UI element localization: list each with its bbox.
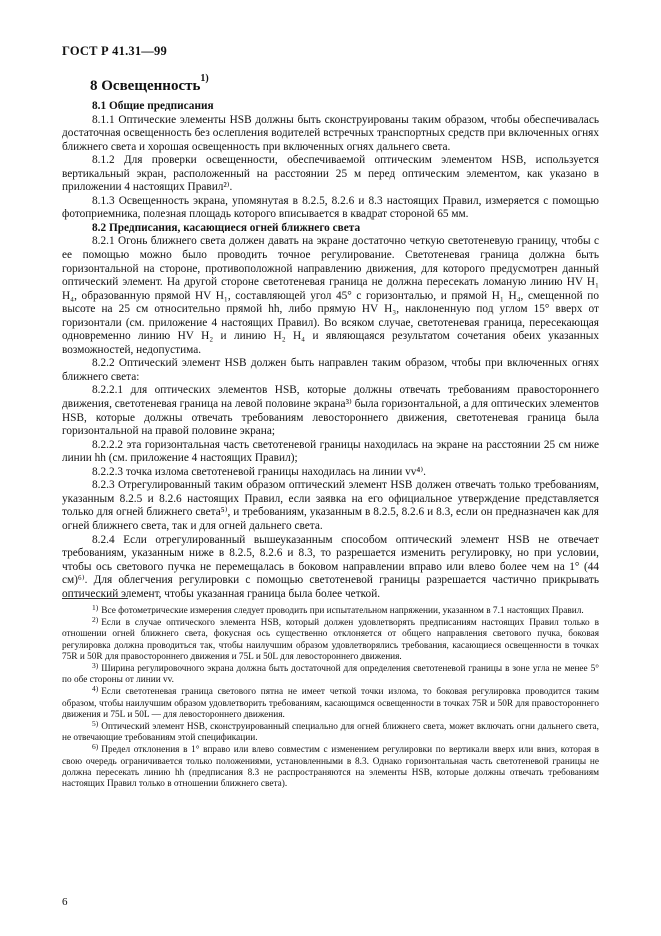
paragraph: 8.2.2.1 для оптических элементов HSB, которые должны отвечать требованиям правостороннего движения, светотеневая граница на левой половине экрана³⁾ была горизонтальной, а для оптических элементов HSB, которые должны отвечать требованиям левостороннего движения, светотеневая граница была горизонтальной на правой половине экрана; <box>62 384 599 438</box>
footnotes <box>62 605 599 790</box>
footnote-text: Если светотеневая граница светового пятна не имеет четкой точки излома, то боковая регулировка проводится таким образом, чтобы наилучшим образом удовлетворить требованиям, касающимся освещенности в точках 75R и 50R для правостороннего движения и 75L и 50L — для левостороннего движения. <box>62 687 599 720</box>
footnote-text: Ширина регулировочного экрана должна быть достаточной для определения светотеневой границы в зоне угла не менее 5° по обе стороны от линии vv. <box>62 664 599 686</box>
footnote-mark: 6) <box>92 742 99 752</box>
footnote-text: Все фотометрические измерения следует проводить при испытательном напряжении, указанном в 7.1 настоящих Правил. <box>101 606 584 616</box>
paragraph: 8.2.2.3 точка излома светотеневой границы находилась на линии vv⁴⁾. <box>92 465 426 478</box>
footnote-mark: 4) <box>92 684 99 694</box>
footnote <box>62 617 599 663</box>
paragraph: 8.1.2 Для проверки освещенности, обеспечиваемой оптическим элементом HSB, используется вертикальный экран, расположенный на расстоянии 25 м перед оптическим элементом, как указано в приложении 4 настоящих Правил²⁾. <box>62 154 599 194</box>
subsection-heading: 8.1 Общие предписания <box>92 100 214 112</box>
paragraph: 8.2.2.2 эта горизонтальная часть светотеневой границы находилась на экране на расстоянии 25 см ниже линии hh (см. приложение 4 настоящих Правил); <box>62 438 599 465</box>
body-text <box>62 100 599 601</box>
footnote <box>62 663 599 686</box>
paragraph: 8.2.4 Если отрегулированный вышеуказанным способом оптический элемент HSB не отвечает требованиям, указанным ниже в 8.2.5, 8.2.6 и 8.3, то разрешается изменить регулировку, но при условии, чтобы ось светового пучка не перемещалась в боковом направлении вправо или влево более чем на 1° (44 см)⁶⁾. Для облегчения регулировки с помощью светотеневой границы разрешается частично прикрывать оптический элемент, чтобы указанная граница была более четкой. <box>62 533 599 600</box>
paragraph: 8.1.1 Оптические элементы HSB должны быть сконструированы таким образом, чтобы обеспечивалась достаточная освещенность без ослепления водителей встречных транспортных средств при включенных огнях ближнего света и хорошая освещенность при включенных огнях дальнего света. <box>62 113 599 153</box>
subsection-heading: 8.2 Предписания, касающиеся огней ближнего света <box>92 221 361 234</box>
paragraph: 8.2.1 Огонь ближнего света должен давать на экране достаточно четкую светотеневую границу, чтобы с ее помощью можно было проводить точное регулирование. Светотеневая граница должна быть горизонтальной на стороне, противоположной направлению движения, для которого предусмотрен данный оптический элемент. На другой стороне светотеневая граница не должна пересекать ломаную линию HV H₁ H₄, образованную прямой HV H₁, составляющей угол 45° с горизонталью, и прямой H₁ H₄, смещенной по высоте на 25 см относительно прямой hh, либо прямую HV H₃, наклоненную под углом 15° вверх от горизонтали (см. приложение 4 настоящих Правил). Во всяком случае, светотеневая граница, пересекающая одновременно линию HV H₂ и линию H₂ H₄ и являющаяся результатом сочетания обеих указанных возможностей, недопустима. <box>62 235 599 356</box>
footnote-mark: 1) <box>92 603 99 612</box>
footnote-mark: 5) <box>92 719 99 729</box>
footnote-mark: 2) <box>92 615 99 625</box>
footnote-divider <box>62 598 128 599</box>
section-title <box>90 73 209 95</box>
footnote <box>62 721 599 744</box>
footnote-text: Предел отклонения в 1° вправо или влево совместим с изменением регулировки по вертикали вверх или вниз, которая в свою очередь ограничивается только положениями, установленными в 8.3. Однако горизонтальная часть светотеневой границы не должна пересекать линию hh (предписания 8.3 не распространяются на элементы HSB, которые должны отвечать требованиям настоящих Правил только в отношении ближнего света). <box>62 745 599 790</box>
paragraph: 8.2.3 Отрегулированный таким образом оптический элемент HSB должен отвечать только требованиям, указанным 8.2.5 и 8.2.6 настоящих Правил, если заявка на его официальное утверждение представляется только для огней ближнего света⁵⁾, и требованиям, указанным в 8.2.5, 8.2.6 и 8.3, если он предназначен как для огней ближнего света, так и для огней дальнего света. <box>62 479 599 532</box>
page-number: 6 <box>62 896 68 908</box>
paragraph: 8.2.2 Оптический элемент HSB должен быть направлен таким образом, чтобы при включенных огнях ближнего света: <box>62 357 599 383</box>
footnote-text: Если в случае оптического элемента HSB, который должен удовлетворять предписаниям настоящих Правил только в отношении огней ближнего света, фокусная ось существенно отклоняется от общего направления светового пучка, боковая регулировка должна проводиться так, чтобы наилучшим образом удовлетворялись требования, касающиеся освещенности в точках 75R и 50R для правостороннего движения и 75L и 50L для левостороннего движения. <box>62 618 599 662</box>
section-title-footnote-mark: 1) <box>200 73 209 84</box>
footnote-text: Оптический элемент HSB, сконструированный специально для огней ближнего света, может включать огни дальнего света, не отвечающие требованиям этой спецификации. <box>62 722 599 744</box>
footnote-mark: 3) <box>92 661 99 671</box>
footnote <box>62 605 599 617</box>
document-code: ГОСТ Р 41.31—99 <box>62 44 167 58</box>
paragraph: 8.1.3 Освещенность экрана, упомянутая в 8.2.5, 8.2.6 и 8.3 настоящих Правил, измеряется с помощью фотоприемника, полезная площадь которого вписывается в квадрат стороной 65 мм. <box>62 194 599 221</box>
section-title-text: 8 Освещенность <box>90 78 201 94</box>
footnote <box>62 744 599 790</box>
footnote <box>62 686 599 721</box>
